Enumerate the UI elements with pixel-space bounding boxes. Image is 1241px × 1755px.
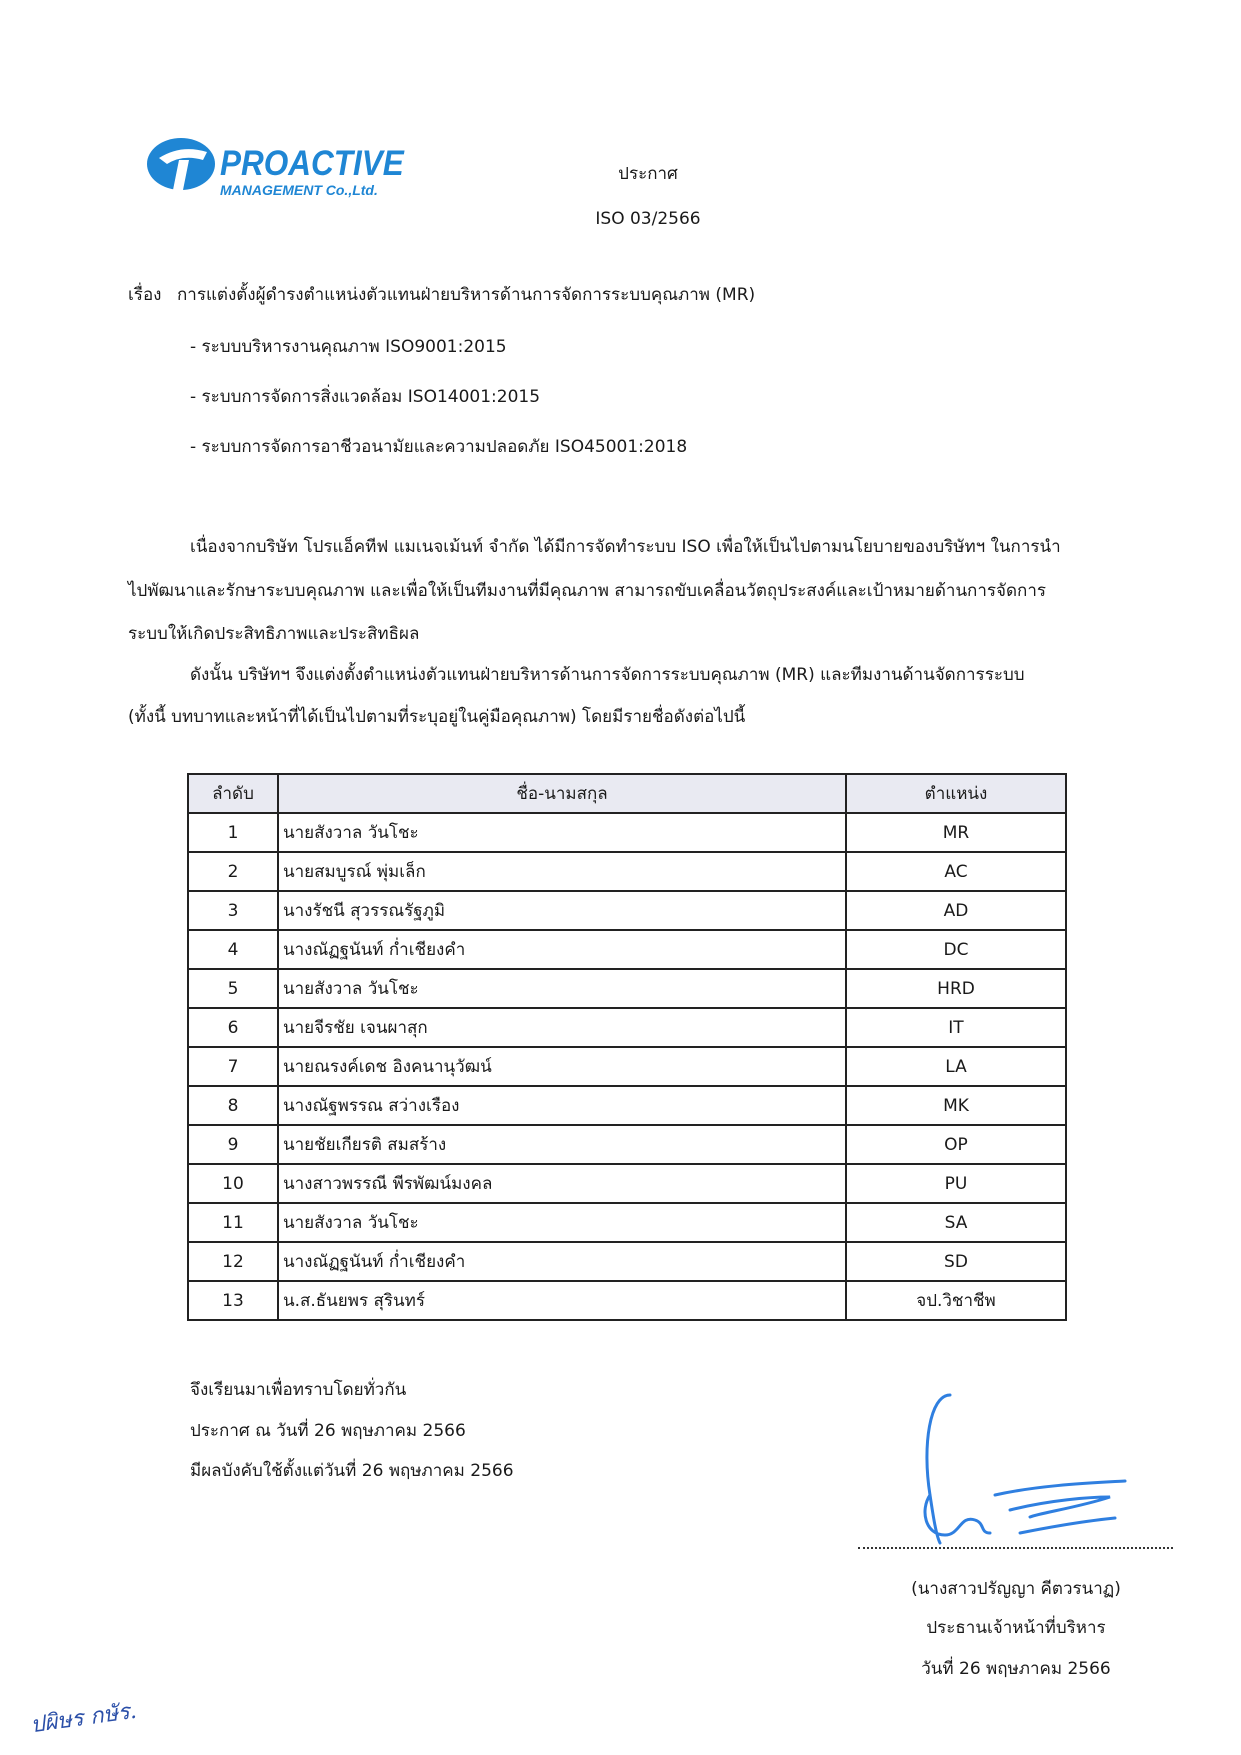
body-paragraph-line: ไปพัฒนาและรักษาระบบคุณภาพ และเพื่อให้เป็นทีมงานที่มีคุณภาพ สามารถขับเคลื่อนวัตถุประสงค์และเป้าหมายด้านการจัดการ [128,581,1046,601]
table-row [188,1086,1066,1125]
handwritten-initials: ปผิษร กษัร. [28,1698,139,1739]
body-paragraph-line: ระบบให้เกิดประสิทธิภาพและประสิทธิผล [128,624,420,644]
header-order: ลำดับ [188,774,278,813]
row-name: นางรัชนี สุวรรณรัฐภูมิ [278,891,846,930]
row-name: นางณัฏฐนันท์ ก่ำเชียงคำ [278,1242,846,1281]
row-position: IT [846,1008,1066,1047]
table-row [188,1281,1066,1320]
table-row [188,930,1066,969]
table-row [188,813,1066,852]
doc-type-title: ประกาศ [618,164,678,184]
row-position: PU [846,1164,1066,1203]
subject-item: - ระบบการจัดการสิ่งแวดล้อม ISO14001:2015 [190,387,541,407]
row-position: MK [846,1086,1066,1125]
row-order: 4 [188,930,278,969]
table-header-row [188,774,1066,813]
effective-date: มีผลบังคับใช้ตั้งแต่วันที่ 26 พฤษภาคม 2566 [190,1461,514,1481]
mr-appointment-table [187,773,1067,1321]
row-order: 9 [188,1125,278,1164]
row-order: 8 [188,1086,278,1125]
row-name: น.ส.ธันยพร สุรินทร์ [278,1281,846,1320]
signatory-name: (นางสาวปรัญญา คีตวรนาฏ) [911,1579,1121,1599]
logo-wordmark: PROACTIVE [220,144,404,183]
row-order: 13 [188,1281,278,1320]
row-position: SD [846,1242,1066,1281]
row-order: 5 [188,969,278,1008]
row-position: จป.วิชาชีพ [846,1281,1066,1320]
header-position: ตำแหน่ง [846,774,1066,813]
subject-item: - ระบบบริหารงานคุณภาพ ISO9001:2015 [190,337,507,357]
row-position: SA [846,1203,1066,1242]
table-row [188,852,1066,891]
row-name: นายสังวาล วันโชะ [278,969,846,1008]
row-order: 6 [188,1008,278,1047]
logo-emblem-icon [145,130,225,200]
table-row [188,1242,1066,1281]
logo-subtext: MANAGEMENT Co.,Ltd. [220,182,378,198]
row-order: 7 [188,1047,278,1086]
row-name: นายจีรชัย เจนผาสุก [278,1008,846,1047]
row-order: 11 [188,1203,278,1242]
subject-text: การแต่งตั้งผู้ดำรงตำแหน่งตัวแทนฝ่ายบริหารด้านการจัดการระบบคุณภาพ (MR) [177,285,756,305]
row-position: LA [846,1047,1066,1086]
row-position: OP [846,1125,1066,1164]
row-name: นายชัยเกียรติ สมสร้าง [278,1125,846,1164]
signature-date: วันที่ 26 พฤษภาคม 2566 [921,1659,1111,1679]
handwritten-signature [900,1385,1145,1560]
body-paragraph-line: ดังนั้น บริษัทฯ จึงแต่งตั้งตำแหน่งตัวแทนฝ่ายบริหารด้านการจัดการระบบคุณภาพ (MR) และทีมงานด้านจัดการระบบ [190,665,1025,685]
subject-item: - ระบบการจัดการอาชีวอนามัยและความปลอดภัย ISO45001:2018 [190,437,688,457]
row-name: นางณัฐพรรณ สว่างเรือง [278,1086,846,1125]
row-name: นางสาวพรรณี พีรพัฒน์มงคล [278,1164,846,1203]
closing-line: จึงเรียนมาเพื่อทราบโดยทั่วกัน [190,1380,407,1400]
table-row [188,891,1066,930]
row-position: AC [846,852,1066,891]
table-row [188,1125,1066,1164]
table-row [188,1203,1066,1242]
body-paragraph-line: (ทั้งนี้ บทบาทและหน้าที่ได้เป็นไปตามที่ระบุอยู่ในคู่มือคุณภาพ) โดยมีรายชื่อดังต่อไปนี้ [128,707,746,727]
row-position: HRD [846,969,1066,1008]
announce-date: ประกาศ ณ วันที่ 26 พฤษภาคม 2566 [190,1421,466,1441]
company-logo [145,130,415,210]
row-name: นายสมบูรณ์ พุ่มเล็ก [278,852,846,891]
table-row [188,1047,1066,1086]
row-order: 1 [188,813,278,852]
doc-number: ISO 03/2566 [595,209,701,229]
table-row [188,969,1066,1008]
table-row [188,1164,1066,1203]
signatory-position: ประธานเจ้าหน้าที่บริหาร [926,1618,1106,1638]
row-position: AD [846,891,1066,930]
row-position: DC [846,930,1066,969]
row-name: นางณัฏฐนันท์ ก่ำเชียงคำ [278,930,846,969]
row-order: 3 [188,891,278,930]
row-name: นายสังวาล วันโชะ [278,1203,846,1242]
body-paragraph-line: เนื่องจากบริษัท โปรแอ็คทีฟ แมเนจเม้นท์ จำกัด ได้มีการจัดทำระบบ ISO เพื่อให้เป็นไปตามนโยบายของบริษัทฯ ในการนำ [190,537,1061,557]
row-order: 2 [188,852,278,891]
row-name: นายณรงค์เดช อิงคนานุวัฒน์ [278,1047,846,1086]
row-order: 10 [188,1164,278,1203]
subject-label: เรื่อง [128,285,162,305]
header-fullname: ชื่อ-นามสกุล [278,774,846,813]
row-order: 12 [188,1242,278,1281]
row-position: MR [846,813,1066,852]
row-name: นายสังวาล วันโชะ [278,813,846,852]
table-row [188,1008,1066,1047]
signature-line [858,1547,1173,1549]
